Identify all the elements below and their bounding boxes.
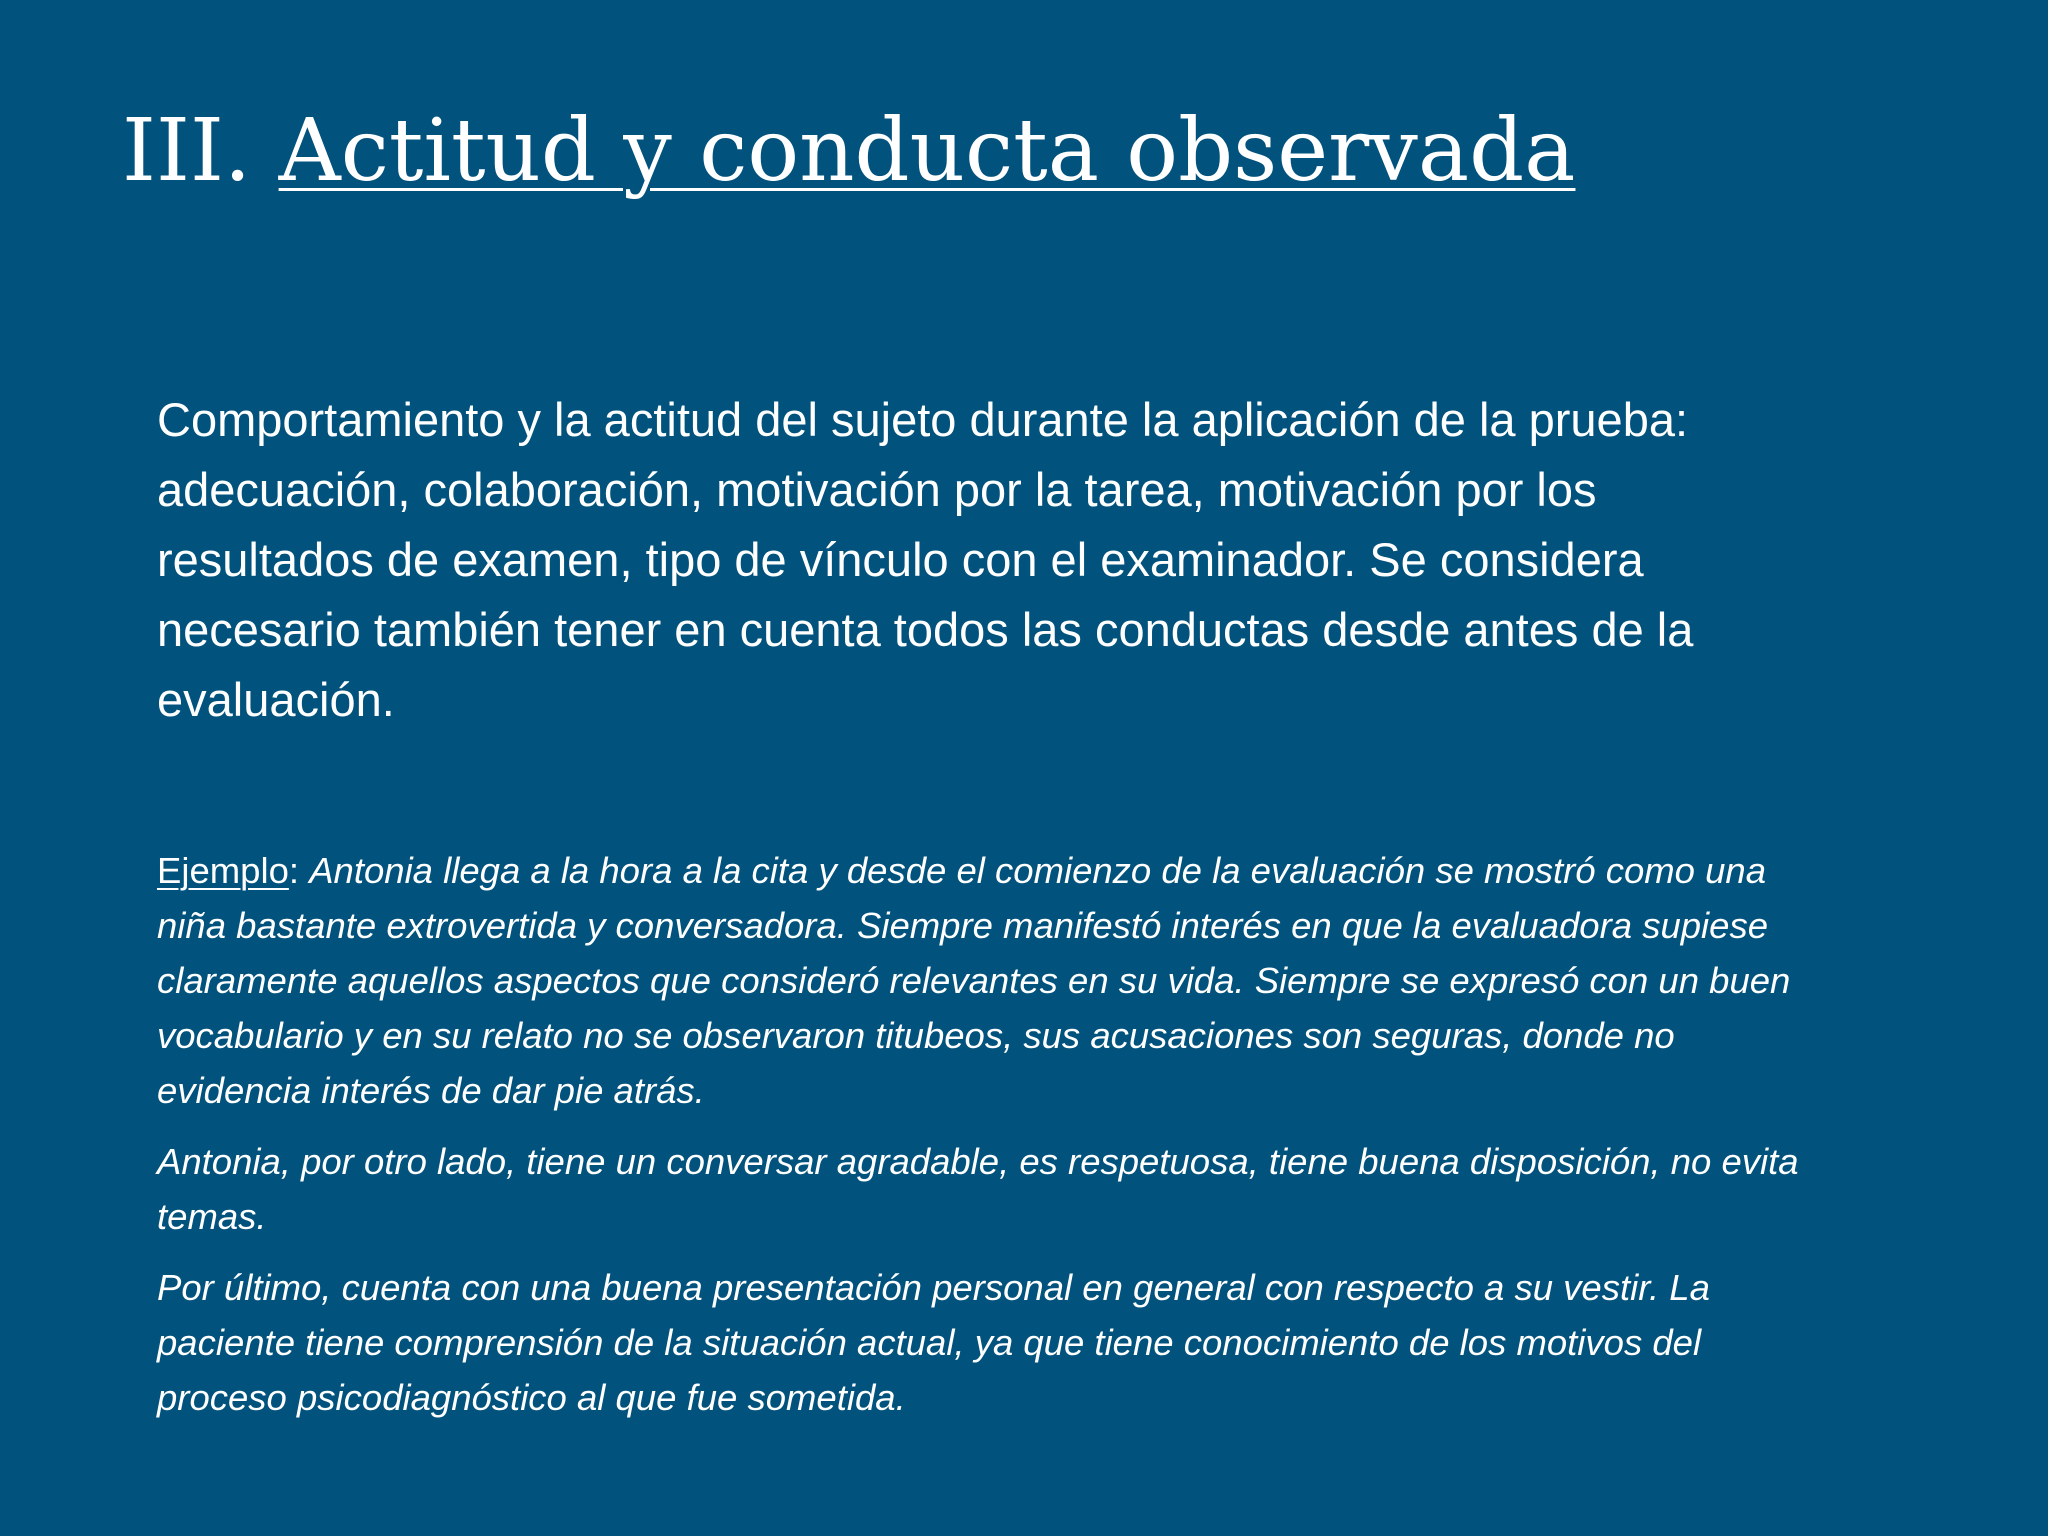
title-text: Actitud y conducta observada bbox=[278, 101, 1576, 201]
example-text-1: Antonia llega a la hora a la cita y desde el comienzo de la evaluación se mostró como una niña bastante extrovertida y conversadora. Siempre manifestó interés en que la evaluadora supiese claramente aquellos aspectos que consideró relevantes en su vida. Siempre se expresó con un buen vocabulario y en su relato no se observaron titubeos, sus acusaciones son seguras, donde no evidencia interés de dar pie atrás. bbox=[157, 850, 1791, 1111]
example-label: Ejemplo bbox=[157, 850, 289, 891]
slide-title bbox=[122, 96, 1575, 206]
example-paragraph-3: Por último, cuenta con una buena presentación personal en general con respecto a su vestir. La paciente tiene comprensión de la situación actual, ya que tiene conocimiento de los motivos del proceso psicodiagnóstico al que fue sometida. bbox=[157, 1267, 1710, 1418]
example-colon: : bbox=[288, 850, 300, 891]
example-block bbox=[157, 843, 1837, 1441]
title-section-number: III. bbox=[122, 101, 252, 201]
example-paragraph-2: Antonia, por otro lado, tiene un conversar agradable, es respetuosa, tiene buena disposición, no evita temas. bbox=[157, 1141, 1799, 1237]
body-paragraph: Comportamiento y la actitud del sujeto durante la aplicación de la prueba: adecuación, colaboración, motivación por la tarea, motivación por los resultados de examen, tipo de vínculo con el examinador. Se considera necesario también tener en cuenta todos las conductas desde antes de la evaluación. bbox=[157, 393, 1694, 726]
example-paragraph-1 bbox=[157, 843, 1837, 1118]
